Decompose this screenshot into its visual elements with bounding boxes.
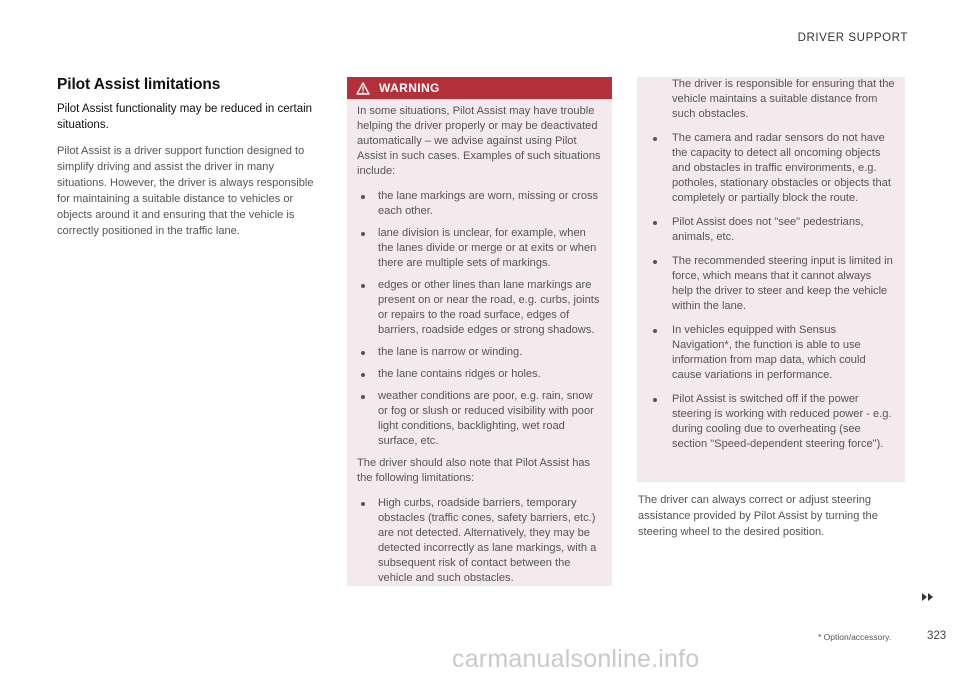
- limitations-intro: The driver should also note that Pilot Assist has the following limitations:: [357, 457, 591, 484]
- warning-continued-box: [637, 77, 905, 482]
- list-item: The camera and radar sensors do not have the capacity to detect all oncoming objects and obstacles in traffic environments, e.g. potholes, stationary obstacles or objects that completely or partially block the route.: [647, 131, 895, 206]
- list-item: The recommended steering input is limited in force, which means that it cannot always help the driver to steer and keep the vehicle within the lane.: [647, 254, 895, 314]
- section-intro: Pilot Assist functionality may be reduced in certain situations.: [57, 103, 313, 131]
- warning-intro: In some situations, Pilot Assist may have trouble helping the driver properly or may be deactivated automatically – we advise against using Pilot Assist in such cases. Examples of such situations include:: [357, 105, 601, 177]
- list-item: edges or other lines than lane markings are present on or near the road, e.g. curbs, joints or repairs to the road surface, edges of barriers, roadside edges or strong shadows.: [357, 278, 602, 338]
- warning-continued-body: [637, 77, 905, 452]
- limitation-list: [357, 496, 602, 586]
- warning-title: WARNING: [379, 81, 440, 95]
- continued-lead: The driver is responsible for ensuring that the vehicle maintains a suitable distance from such obstacles.: [672, 78, 895, 120]
- warning-body: [347, 99, 612, 586]
- list-item: Pilot Assist is switched off if the power steering is working with reduced power - e.g. during cooling due to overheating (see section "Speed-dependent steering force").: [647, 392, 895, 452]
- warning-header: [347, 77, 612, 99]
- list-item: In vehicles equipped with Sensus Navigation*, the function is able to use information from map data, which could cause variations in performance.: [647, 323, 895, 383]
- double-chevron-right-icon[interactable]: [921, 592, 935, 602]
- list-item: weather conditions are poor, e.g. rain, snow or fog or slush or reduced visibility with poor light conditions, backlighting, wet road surface, etc.: [357, 389, 602, 449]
- footnote: * Option/accessory.: [818, 632, 892, 642]
- list-item: the lane is narrow or winding.: [357, 345, 602, 360]
- watermark: carmanualsonline.info: [452, 645, 700, 673]
- closing-paragraph: The driver can always correct or adjust steering assistance provided by Pilot Assist by turning the steering wheel to the desired position.: [638, 494, 878, 538]
- page-number: 323: [927, 630, 947, 642]
- list-item: Pilot Assist does not "see" pedestrians, animals, etc.: [647, 215, 895, 245]
- warning-triangle-icon: [356, 82, 370, 95]
- list-item: the lane markings are worn, missing or cross each other.: [357, 189, 602, 219]
- section-body: Pilot Assist is a driver support function designed to simplify driving and assist the driver in many situations. However, the driver is always responsible for maintaining a suitable distance to vehicles or objects around it and ensuring that the vehicle is correctly positioned in the traffic lane.: [57, 145, 314, 237]
- section-title: Pilot Assist limitations: [57, 76, 221, 93]
- list-item: High curbs, roadside barriers, temporary obstacles (traffic cones, safety barriers, etc.) are not detected. Alternatively, they may be detected incorrectly as lane markings, with a subsequent risk of contact between the vehicle and such obstacles.: [357, 496, 602, 586]
- situation-list: [357, 189, 602, 449]
- list-item: the lane contains ridges or holes.: [357, 367, 602, 382]
- continued-list: [647, 131, 895, 452]
- list-item: lane division is unclear, for example, when the lanes divide or merge or at exits or when there are multiple sets of markings.: [357, 226, 602, 271]
- chapter-title: DRIVER SUPPORT: [797, 32, 908, 44]
- left-column: [57, 76, 323, 239]
- warning-box: [347, 77, 612, 586]
